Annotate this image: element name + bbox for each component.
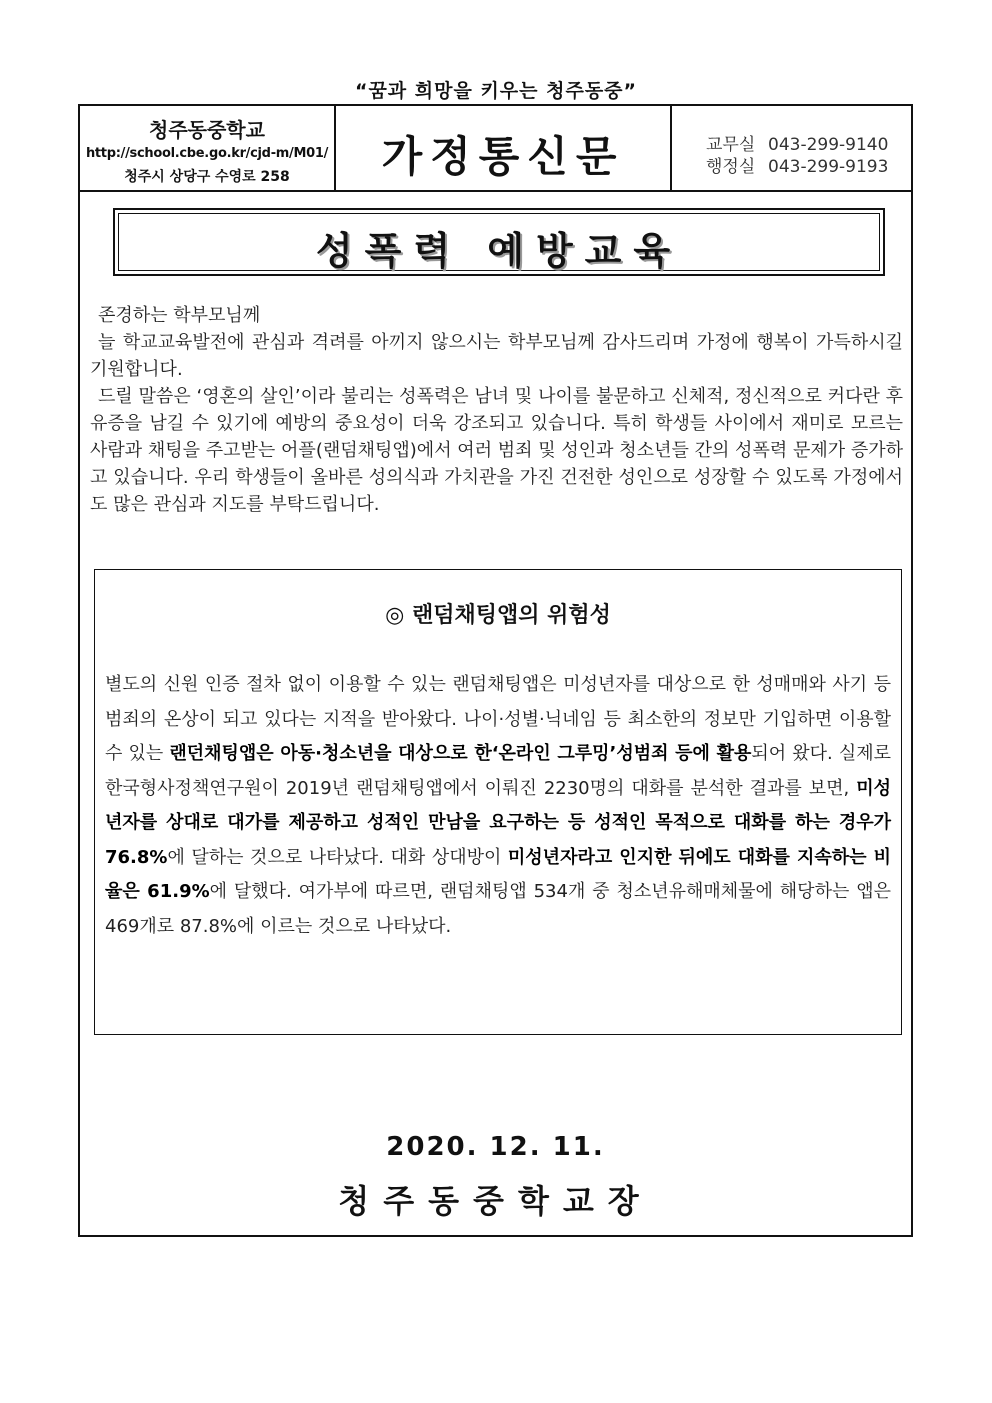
info-box	[94, 569, 902, 1035]
info-highlight: 랜던채팅앱은 아동·청소년을 대상으로 한‘온라인 그루밍’성범죄 등에 활용	[169, 743, 752, 764]
info-text: 에 달했다. 여가부에 따르면, 랜덤채팅앱 534개 중 청소년유해매체물에 해당하는 앱은 469개로 87.8%에 이르는 것으로 나타났다.	[105, 881, 891, 937]
newsletter-frame	[78, 104, 913, 1237]
newsletter-title-cell	[336, 106, 672, 190]
school-info	[80, 106, 336, 190]
letter-greeting: 존경하는 학부모님께	[98, 305, 261, 326]
info-highlight: 미성년자라고 인지한 뒤에도 대화를 지속하는 비율은 61.9%	[105, 846, 891, 902]
letter-body	[90, 302, 903, 518]
info-box-title: ◎ 랜덤채팅앱의 위험성	[385, 603, 611, 628]
contact-label: 교무실	[706, 135, 756, 155]
info-box-body	[105, 668, 891, 944]
school-address: 청주시 상당구 수영로 258	[124, 169, 290, 185]
newsletter-header	[80, 106, 911, 192]
topic-banner-inner	[118, 213, 880, 271]
contact-row-admin	[706, 152, 888, 177]
issue-date: 2020. 12. 11.	[386, 1132, 605, 1162]
info-text: 별도의 신원 인증 절차 없이 이용할 수 있는 랜덤채팅앱은 미성년자를 대상으로 한 성매매와 사기 등 범죄의 온상이 되고 있다는 지적을 받아왔다. 나이·성별·닉네임 등 최소한의 정보만 기입하면 이용할 수 있는	[105, 674, 891, 764]
contact-label: 행정실	[706, 157, 756, 177]
newsletter-title: 가정통신문	[381, 132, 625, 181]
school-name: 청주동중학교	[149, 118, 265, 142]
topic-banner	[113, 208, 885, 276]
letter-paragraph-1: 늘 학교교육발전에 관심과 격려를 아끼지 않으시는 학부모님께 감사드리며 가정에 행복이 가득하시길 기원합니다.	[90, 332, 903, 380]
info-highlight: 미성년자를 상대로 대가를 제공하고 성적인 만남을 요구하는 등 성적인 목적으로 대화를 하는 경우가 76.8%	[105, 777, 891, 868]
topic-title: 성폭력 예방교육	[315, 229, 683, 273]
school-motto: “꿈과 희망을 키우는 청주동중”	[354, 80, 638, 102]
info-text: 되어 왔다. 실제로 한국형사정책연구원이 2019년 랜덤채팅앱에서 이뤄진 2230명의 대화를 분석한 결과를 보면,	[105, 743, 891, 799]
school-url[interactable]: http://school.cbe.go.kr/cjd-m/M01/	[85, 146, 329, 161]
letter-paragraph-2: 드릴 말씀은 ‘영혼의 살인’이라 불리는 성폭력은 남녀 및 나이를 불문하고 신체적, 정신적으로 커다란 후유증을 남길 수 있기에 예방의 중요성이 더욱 강조되고 있습니다. 특히 학생들 사이에서 재미로 모르는 사람과 채팅을 주고받는 어플(랜덤채팅앱)에서 여러 범죄 및 성인과 청소년들 간의 성폭력 문제가 증가하고 있습니다. 우리 학생들이 올바른 성의식과 가치관을 가진 건전한 성인으로 성장할 수 있도록 가정에서도 많은 관심과 지도를 부탁드립니다.	[90, 386, 903, 515]
contact-phone: 043-299-9193	[768, 157, 889, 177]
contact-info	[672, 106, 913, 190]
principal-signature: 청주동중학교장	[338, 1182, 653, 1220]
contact-phone: 043-299-9140	[768, 135, 889, 155]
info-text: 에 달하는 것으로 나타났다. 대화 상대방이	[167, 846, 508, 868]
